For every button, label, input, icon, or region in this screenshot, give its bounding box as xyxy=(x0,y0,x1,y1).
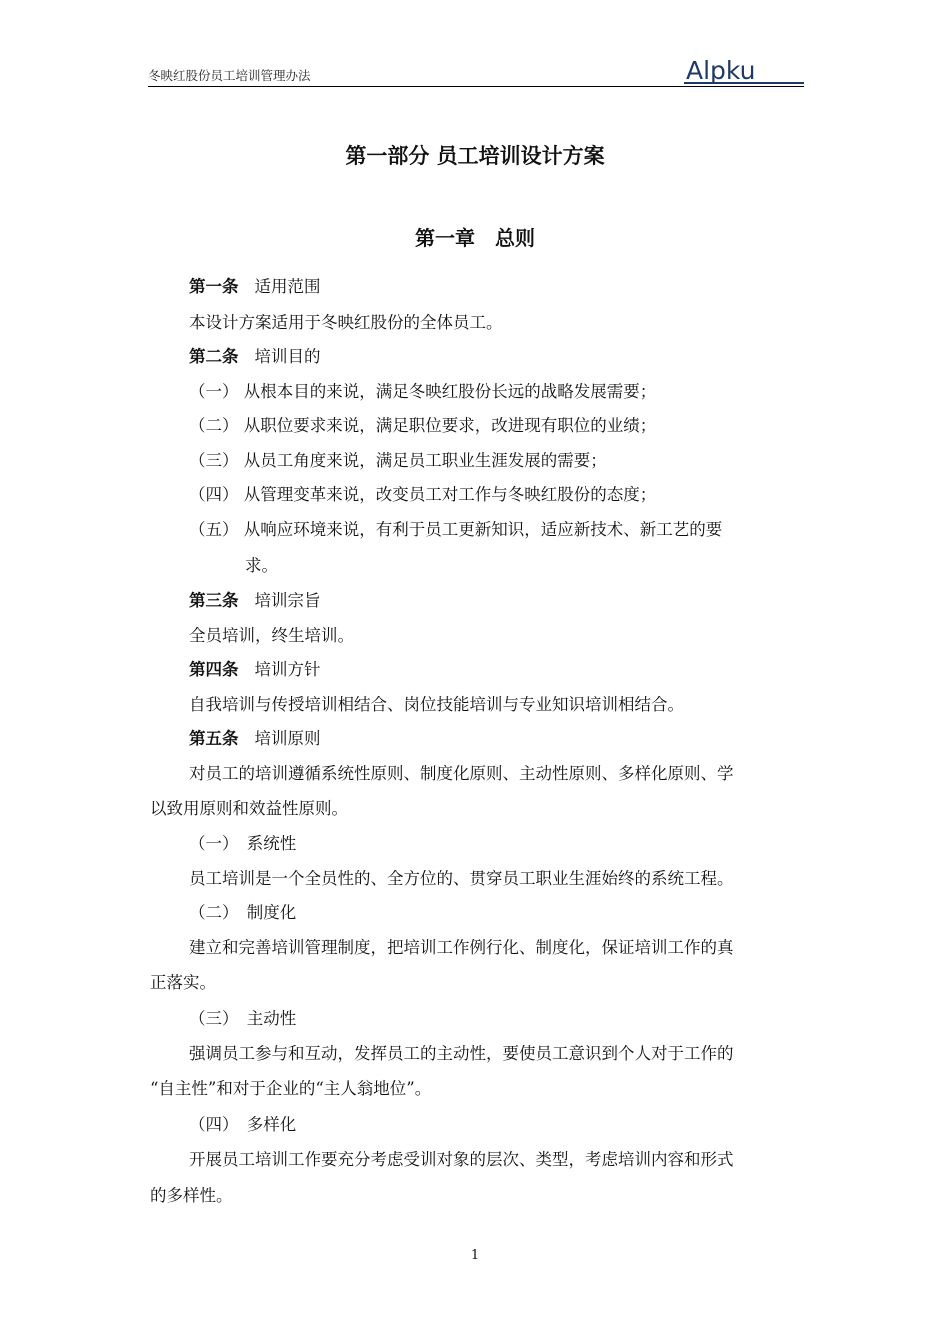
list-item: （五） 从响应环境来说，有利于员工更新知识，适应新技术、新工艺的要 xyxy=(189,520,723,539)
article-title: 培训宗旨 xyxy=(254,591,321,610)
paragraph: 对员工的培训遵循系统性原则、制度化原则、主动性原则、多样化原则、学 xyxy=(189,764,734,783)
article-2-heading xyxy=(189,346,321,368)
principle-heading: （一） 系统性 xyxy=(189,834,297,853)
paragraph-continuation: 正落实。 xyxy=(150,973,216,992)
paragraph: 全员培训，终生培训。 xyxy=(189,626,354,645)
company-logo xyxy=(684,54,804,88)
header-title: 冬映红股份员工培训管理办法 xyxy=(148,68,311,83)
paragraph: 建立和完善培训管理制度，把培训工作例行化、制度化，保证培训工作的真 xyxy=(189,938,734,957)
logo-text: Alpku xyxy=(686,56,756,85)
principle-heading: （三） 主动性 xyxy=(189,1009,297,1028)
article-3-heading xyxy=(189,590,321,612)
list-item: （二） 从职位要求来说，满足职位要求，改进现有职位的业绩； xyxy=(189,416,657,435)
article-title: 培训方针 xyxy=(254,660,321,679)
article-5-heading xyxy=(189,728,321,750)
paragraph-continuation: 的多样性。 xyxy=(150,1186,233,1205)
list-item-continuation: 求。 xyxy=(245,556,278,575)
paragraph: 强调员工参与和互动，发挥员工的主动性，要使员工意识到个人对于工作的 xyxy=(189,1044,734,1063)
paragraph-continuation: 以致用原则和效益性原则。 xyxy=(150,799,348,818)
list-item: （四） 从管理变革来说，改变员工对工作与冬映红股份的态度； xyxy=(189,485,657,504)
paragraph: 开展员工培训工作要充分考虑受训对象的层次、类型，考虑培训内容和形式 xyxy=(189,1150,734,1169)
article-4-heading xyxy=(189,659,321,681)
paragraph: 员工培训是一个全员性的、全方位的、贯穿员工职业生涯始终的系统工程。 xyxy=(189,869,734,888)
chapter-title: 第一章 总则 xyxy=(415,226,535,250)
article-title: 适用范围 xyxy=(254,277,321,296)
article-label: 第三条 xyxy=(189,591,239,610)
list-item: （一） 从根本目的来说，满足冬映红股份长远的战略发展需要； xyxy=(189,382,657,401)
article-label: 第一条 xyxy=(189,277,239,296)
part-title: 第一部分 员工培训设计方案 xyxy=(345,144,605,168)
paragraph: 自我培训与传授培训相结合、岗位技能培训与专业知识培训相结合。 xyxy=(189,695,684,714)
principle-heading: （四） 多样化 xyxy=(189,1115,297,1134)
paragraph-continuation: “自主性”和对于企业的“主人翁地位”。 xyxy=(150,1079,432,1098)
article-label: 第五条 xyxy=(189,729,239,748)
article-label: 第四条 xyxy=(189,660,239,679)
article-1-heading xyxy=(189,276,321,298)
paragraph: 本设计方案适用于冬映红股份的全体员工。 xyxy=(189,313,503,332)
page-header xyxy=(148,56,804,90)
article-label: 第二条 xyxy=(189,347,239,366)
page-number: 1 xyxy=(470,1248,480,1263)
article-title: 培训原则 xyxy=(254,729,321,748)
list-item: （三） 从员工角度来说，满足员工职业生涯发展的需要； xyxy=(189,451,607,470)
principle-heading: （二） 制度化 xyxy=(189,903,297,922)
article-title: 培训目的 xyxy=(254,347,321,366)
